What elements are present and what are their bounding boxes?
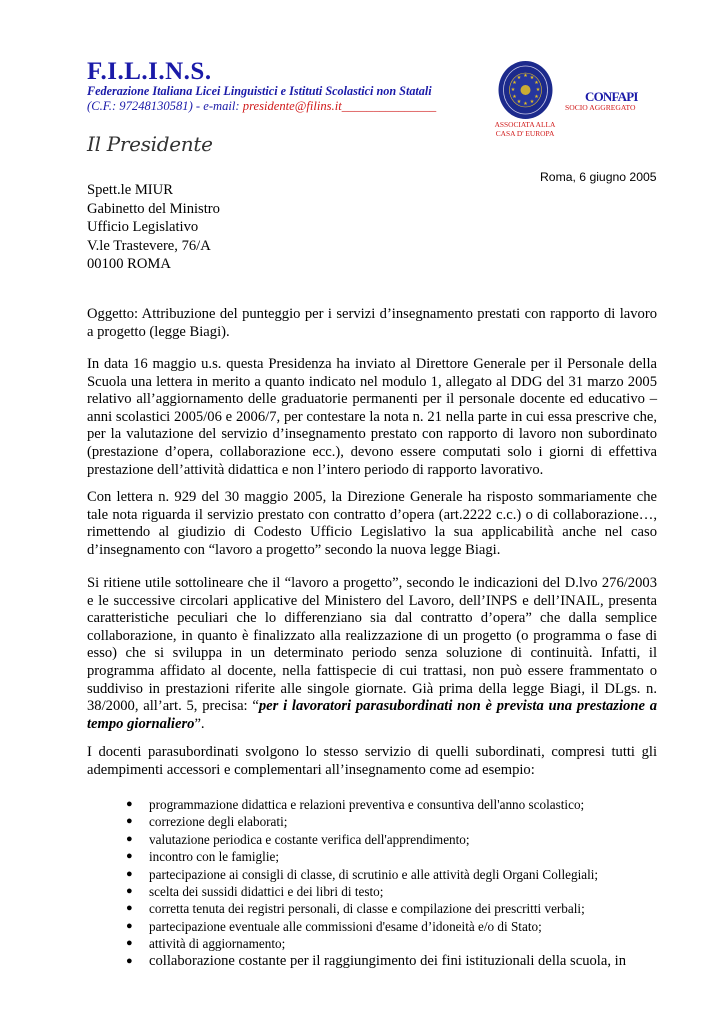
list-item-text: programmazione didattica e relazioni preventiva e consuntiva dell'anno scolastico;: [149, 797, 585, 812]
president-signature: Il Presidente: [87, 132, 213, 156]
bullet-icon: ●: [126, 815, 133, 828]
svg-text:★: ★: [529, 75, 535, 81]
bullet-icon: ●: [126, 850, 133, 863]
paragraph-2: Con lettera n. 929 del 30 maggio 2005, la Direzione Generale ha risposto sommariamente che tale nota riguarda il servizio prestato con contratto d’opera (art.2222 c.c.) o di collaborazione…, rimettendo al giudizio di Codesto Ufficio Legislativo la sua applicabilità anche nel caso d’insegnamento con “lavoro a progetto” secondo la nuova legge Biagi.: [87, 489, 657, 558]
list-item: [87, 900, 657, 917]
list-item-text: partecipazione ai consigli di classe, di scrutinio e alle attività degli Organi Collegiali;: [149, 866, 599, 882]
list-item-text: scelta dei sussidi didattici e dei libri di testo;: [149, 884, 384, 900]
recipient-address: [87, 181, 220, 274]
paragraph-3: [87, 575, 657, 733]
list-item: [87, 918, 657, 935]
subject-line: Oggetto: Attribuzione del punteggio per i servizi d’insegnamento prestati con rapporto di lavoro a progetto (legge Biagi).: [87, 306, 657, 340]
list-item-text: correzione degli elaborati;: [149, 814, 288, 830]
bullet-icon: ●: [126, 885, 133, 898]
list-item-text: corretta tenuta dei registri personali, di classe e compilazione dei prescritti verbali;: [149, 901, 585, 917]
letter-date: Roma, 6 giugno 2005: [540, 170, 657, 184]
confapi-subtitle: SOCIO AGGREGATO: [565, 103, 636, 112]
contact-email[interactable]: presidente@filins.it: [242, 99, 342, 113]
paragraph-1: In data 16 maggio u.s. questa Presidenza ha inviato al Direttore Generale per il Personale della Scuola una lettera in merito a quanto indicato nel modulo 1, allegato al DDG del 31 marzo 2005 relativo all’aggiornamento delle graduatorie permanenti per il personale docente ed educativo – anni scolastici 2005/06 e 2006/7, per contestare la nota n. 21 nella parte in cui essa prescrive che, per la valutazione del servizio d’insegnamento prestato con rapporto di lavoro non subordinato (prestazione d’opera, collaborazione ecc.), devono essere computati solo i giorni di effettiva prestazione dell’attività didattica e non l’intero periodo di rapporto lavorativo.: [87, 356, 657, 478]
org-contact: [87, 99, 436, 114]
list-item: [87, 796, 657, 813]
svg-text:★: ★: [510, 87, 516, 93]
paragraph-3-text: Si ritiene utile sottolineare che il “lavoro a progetto”, secondo le indicazioni del D.lvo 276/2003 e le successive circolari applicative del Ministero del Lavoro, dell’INPS e dell’INAIL, presenta caratteristiche peculiari che lo differenziano sia dal contratto d’opera” che dalla semplice collaborazione, in quanto è finalizzato alla realizzazione di un progetto (o programma o fase di esso) che si sviluppa in un determinato periodo senza soluzione di continuità. Infatti, il programma affidato al docente, nella fattispecie di cui trattasi, non può essere frammentato o suddiviso in prestazioni riferite alle singole giornate. Già prima della legge Biagi, il DLgs. n. 38/2000, all’art. 5, precisa: “: [87, 575, 657, 715]
bullet-icon: ●: [126, 902, 133, 915]
list-item: [87, 831, 657, 848]
svg-text:★: ★: [512, 80, 517, 86]
svg-text:★: ★: [523, 73, 528, 79]
list-item-text: attività di aggiornamento;: [149, 936, 286, 952]
recipient-line: Gabinetto del Ministro: [87, 200, 220, 217]
list-item: [87, 935, 657, 952]
list-item: [87, 953, 657, 970]
seal-caption: [480, 120, 570, 138]
bullet-icon: ●: [126, 919, 133, 932]
list-item-text: incontro con le famiglie;: [149, 849, 280, 865]
svg-text:★: ★: [523, 101, 528, 107]
paragraph-3-quote: per i lavoratori parasubordinati non è prevista una prestazione a tempo giornaliero: [87, 698, 657, 732]
confapi-logo: CONFAPI: [585, 89, 638, 104]
contact-prefix: (C.F.: 97248130581) - e-mail:: [87, 99, 243, 113]
bullet-icon: ●: [126, 867, 133, 880]
recipient-line: V.le Trastevere, 76/A: [87, 237, 211, 254]
list-item: [87, 883, 657, 900]
list-item-text: valutazione periodica e costante verifica dell'apprendimento;: [149, 831, 470, 847]
seal-caption-line-2: CASA D' EUROPA: [495, 129, 555, 138]
svg-text:★: ★: [512, 94, 517, 100]
recipient-line: Ufficio Legislativo: [87, 219, 199, 235]
svg-text:★: ★: [516, 99, 522, 105]
list-item-text: partecipazione eventuale alle commissioni d'esame d’idoneità e/o di Stato;: [149, 918, 542, 934]
bullet-icon: ●: [126, 832, 133, 845]
paragraph-3-end: ”.: [194, 715, 205, 732]
svg-text:★: ★: [535, 87, 541, 93]
svg-text:★: ★: [534, 80, 539, 86]
paragraph-4: I docenti parasubordinati svolgono lo stesso servizio di quelli subordinati, compresi tutti gli adempimenti accessori e complementari all’insegnamento come ad esempio:: [87, 744, 657, 778]
seal-caption-line-1: ASSOCIATA ALLA: [494, 120, 556, 129]
svg-text:★: ★: [534, 94, 539, 100]
duties-list: [87, 796, 657, 970]
recipient-line: 00100 ROMA: [87, 256, 171, 272]
recipient-line: Spett.le MIUR: [87, 182, 173, 198]
svg-text:★: ★: [529, 99, 535, 105]
org-title: F.I.L.I.N.S.: [87, 58, 212, 85]
list-item: [87, 866, 657, 883]
bullet-icon: ●: [126, 798, 133, 810]
bullet-icon: ●: [126, 954, 133, 967]
list-item: [87, 813, 657, 830]
bullet-icon: ●: [126, 937, 133, 950]
list-item: [87, 848, 657, 865]
svg-text:★: ★: [516, 75, 522, 81]
org-subtitle: Federazione Italiana Licei Linguistici e Istituti Scolastici non Statali: [87, 84, 432, 98]
casa-europa-seal-icon: [497, 60, 554, 120]
list-item-text: collaborazione costante per il raggiungimento dei fini istituzionali della scuola, in: [149, 952, 626, 969]
contact-underline: _______________: [341, 99, 437, 113]
